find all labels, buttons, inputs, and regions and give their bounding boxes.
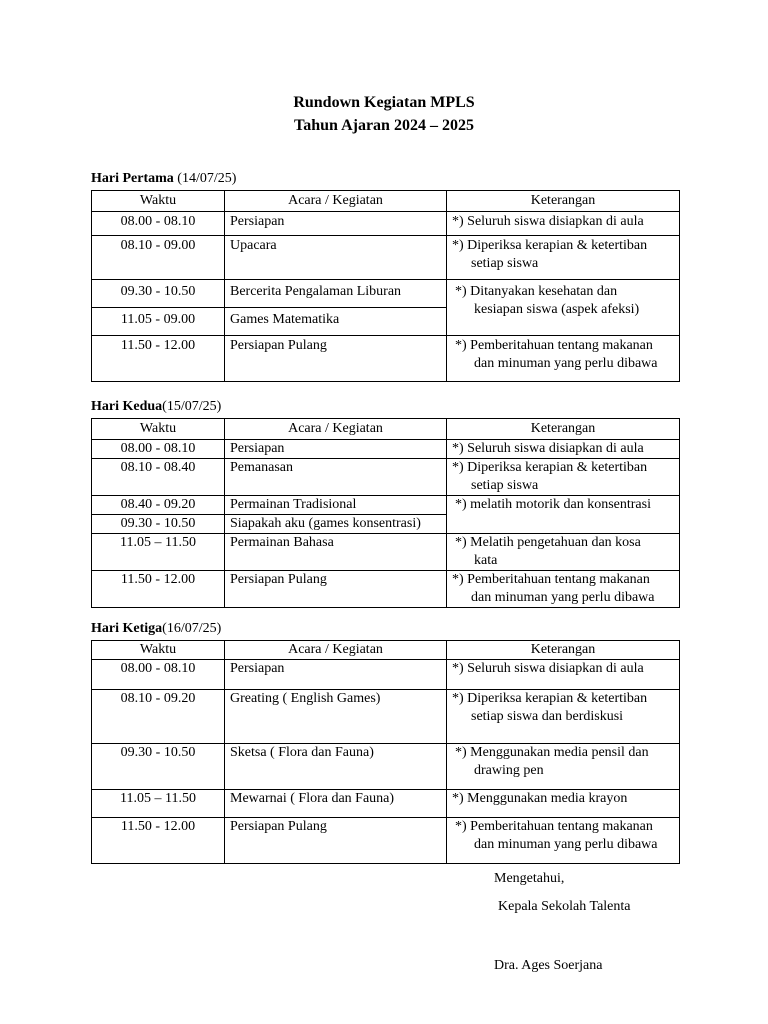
activity-cell: Upacara <box>225 236 447 280</box>
column-header-keterangan: Keterangan <box>447 419 680 440</box>
day-1-heading <box>91 171 236 187</box>
column-header-acara: Acara / Kegiatan <box>225 641 447 660</box>
note-cell <box>447 336 680 382</box>
table-row <box>92 690 680 744</box>
time-cell: 09.30 - 10.50 <box>92 280 225 308</box>
note-cell <box>447 280 680 336</box>
note-continuation: dan minuman yang perlu dibawa <box>474 356 658 371</box>
table-row <box>92 336 680 382</box>
note-continuation: drawing pen <box>474 763 544 778</box>
time-cell: 11.50 - 12.00 <box>92 818 225 864</box>
note-cell <box>447 690 680 744</box>
time-cell: 11.50 - 12.00 <box>92 571 225 608</box>
table-row <box>92 212 680 236</box>
note-line: *) Diperiksa kerapian & ketertiban <box>452 238 648 253</box>
table-row <box>92 571 680 608</box>
note-continuation: dan minuman yang perlu dibawa <box>474 837 658 852</box>
table-header-row <box>92 419 680 440</box>
document-subtitle: Tahun Ajaran 2024 – 2025 <box>294 117 474 134</box>
table-row <box>92 280 680 308</box>
principal-position: Kepala Sekolah Talenta <box>498 899 631 914</box>
activity-cell: Mewarnai ( Flora dan Fauna) <box>225 790 447 818</box>
note-line: *) Pemberitahuan tentang makanan <box>452 572 650 587</box>
day-2-date: (15/07/25) <box>162 399 222 414</box>
note-line: *) Ditanyakan kesehatan dan <box>455 284 618 299</box>
note-line: *) Diperiksa kerapian & ketertiban <box>452 691 648 706</box>
activity-cell: Pemanasan <box>225 459 447 496</box>
activity-cell: Bercerita Pengalaman Liburan <box>225 280 447 308</box>
note-continuation: setiap siswa dan berdiskusi <box>471 709 624 724</box>
activity-cell: Permainan Bahasa <box>225 534 447 571</box>
activity-cell: Persiapan Pulang <box>225 818 447 864</box>
table-header-row <box>92 641 680 660</box>
note-line: *) Pemberitahuan tentang makanan <box>455 338 653 353</box>
note-cell <box>447 660 680 690</box>
table-row <box>92 790 680 818</box>
activity-cell: Sketsa ( Flora dan Fauna) <box>225 744 447 790</box>
note-cell <box>447 790 680 818</box>
activity-cell: Persiapan <box>225 212 447 236</box>
activity-cell: Greating ( English Games) <box>225 690 447 744</box>
day-3-label: Hari Ketiga <box>91 621 163 636</box>
time-cell: 08.00 - 08.10 <box>92 660 225 690</box>
column-header-waktu: Waktu <box>92 191 225 212</box>
time-cell: 08.00 - 08.10 <box>92 212 225 236</box>
time-cell: 11.05 – 11.50 <box>92 790 225 818</box>
day-2-label: Hari Kedua <box>91 399 163 414</box>
note-line: *) Seluruh siswa disiapkan di aula <box>452 214 644 229</box>
note-line: *) Seluruh siswa disiapkan di aula <box>452 441 644 456</box>
table-row <box>92 440 680 459</box>
day-1-table <box>91 190 680 382</box>
time-cell: 08.10 - 08.40 <box>92 459 225 496</box>
time-cell: 11.05 – 11.50 <box>92 534 225 571</box>
note-cell <box>447 571 680 608</box>
column-header-acara: Acara / Kegiatan <box>225 191 447 212</box>
table-row <box>92 818 680 864</box>
note-cell <box>447 496 680 534</box>
note-line: *) Menggunakan media pensil dan <box>455 745 649 760</box>
activity-cell: Games Matematika <box>225 308 447 336</box>
table-row <box>92 236 680 280</box>
note-line: *) Menggunakan media krayon <box>452 791 628 806</box>
activity-cell: Persiapan <box>225 660 447 690</box>
table-header-row <box>92 191 680 212</box>
note-cell <box>447 459 680 496</box>
table-row <box>92 459 680 496</box>
time-cell: 11.50 - 12.00 <box>92 336 225 382</box>
day-3-date: (16/07/25) <box>162 621 222 636</box>
note-cell <box>447 818 680 864</box>
table-row <box>92 496 680 515</box>
day-3-table <box>91 640 680 864</box>
day-2-heading <box>91 399 221 415</box>
acknowledged-label: Mengetahui, <box>494 871 565 886</box>
day-3-heading <box>91 621 221 637</box>
column-header-waktu: Waktu <box>92 641 225 660</box>
day-1-label: Hari Pertama <box>91 171 174 186</box>
column-header-keterangan: Keterangan <box>447 191 680 212</box>
table-row <box>92 744 680 790</box>
activity-cell: Persiapan Pulang <box>225 336 447 382</box>
note-cell <box>447 440 680 459</box>
time-cell: 08.40 - 09.20 <box>92 496 225 515</box>
activity-cell: Siapakah aku (games konsentrasi) <box>225 515 447 534</box>
column-header-keterangan: Keterangan <box>447 641 680 660</box>
note-cell <box>447 744 680 790</box>
time-cell: 09.30 - 10.50 <box>92 515 225 534</box>
note-line: *) Pemberitahuan tentang makanan <box>455 819 653 834</box>
note-continuation: setiap siswa <box>471 478 539 493</box>
column-header-waktu: Waktu <box>92 419 225 440</box>
time-cell: 09.30 - 10.50 <box>92 744 225 790</box>
table-row <box>92 534 680 571</box>
note-continuation: kesiapan siswa (aspek afeksi) <box>474 302 640 317</box>
time-cell: 11.05 - 09.00 <box>92 308 225 336</box>
principal-name: Dra. Ages Soerjana <box>494 958 603 973</box>
activity-cell: Persiapan <box>225 440 447 459</box>
note-line: *) Seluruh siswa disiapkan di aula <box>452 661 644 676</box>
day-2-table <box>91 418 680 608</box>
note-line: *) melatih motorik dan konsentrasi <box>455 497 651 512</box>
time-cell: 08.10 - 09.20 <box>92 690 225 744</box>
note-cell <box>447 534 680 571</box>
note-line: *) Melatih pengetahuan dan kosa <box>455 535 641 550</box>
note-continuation: setiap siswa <box>471 256 539 271</box>
note-continuation: dan minuman yang perlu dibawa <box>471 590 655 605</box>
document-title: Rundown Kegiatan MPLS <box>293 94 475 111</box>
note-cell <box>447 236 680 280</box>
time-cell: 08.00 - 08.10 <box>92 440 225 459</box>
note-cell <box>447 212 680 236</box>
note-continuation: kata <box>474 553 498 568</box>
day-1-date: (14/07/25) <box>173 171 237 186</box>
table-row <box>92 660 680 690</box>
column-header-acara: Acara / Kegiatan <box>225 419 447 440</box>
time-cell: 08.10 - 09.00 <box>92 236 225 280</box>
activity-cell: Persiapan Pulang <box>225 571 447 608</box>
activity-cell: Permainan Tradisional <box>225 496 447 515</box>
note-line: *) Diperiksa kerapian & ketertiban <box>452 460 648 475</box>
